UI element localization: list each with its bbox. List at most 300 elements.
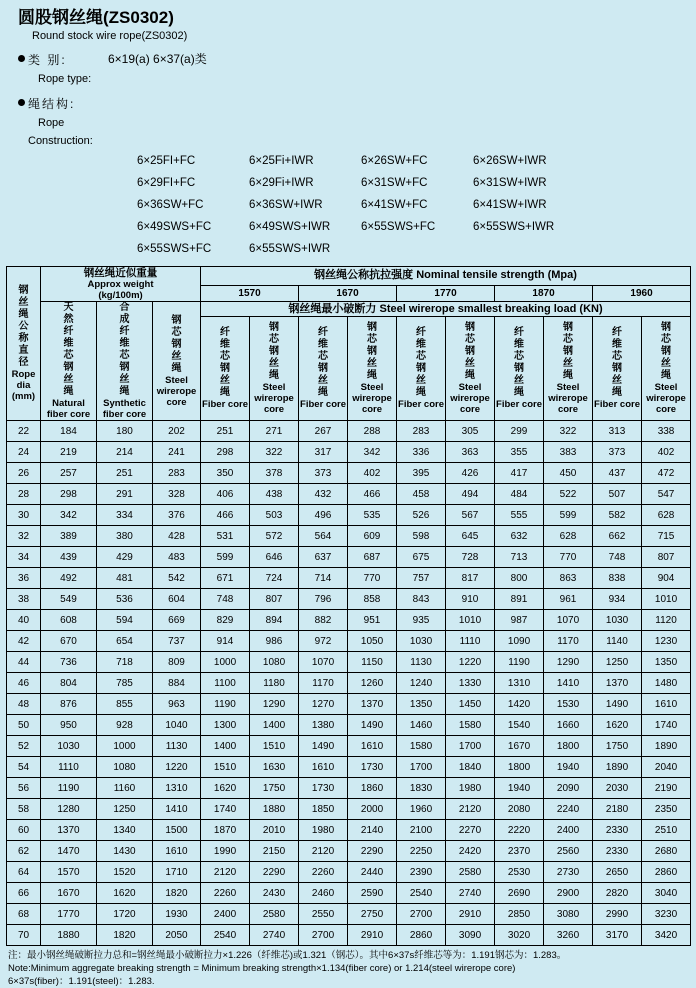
cell-dia: 70 [7, 925, 41, 946]
cell-load: 496 [299, 505, 348, 526]
cell-load: 1260 [348, 673, 397, 694]
footnote-line-3: 6×37s(fiber)：1.191(steel)：1.283. [8, 976, 155, 987]
cell-load: 1880 [250, 799, 299, 820]
cell-load: 1530 [544, 694, 593, 715]
subcol-fiber-core-cn: 纤维芯钢丝绳 [416, 327, 427, 399]
cell-load: 1800 [544, 736, 593, 757]
subcol-fiber-core-en: Fiber core [398, 399, 444, 411]
cell-load: 1940 [495, 778, 544, 799]
cell-weight-natural: 1880 [41, 925, 97, 946]
col-header-steel-wirerope-core [153, 302, 201, 421]
cell-load: 2850 [495, 904, 544, 925]
cell-weight-natural: 184 [41, 421, 97, 442]
cell-load: 2080 [495, 799, 544, 820]
cell-weight-natural: 736 [41, 652, 97, 673]
cell-load: 437 [593, 463, 642, 484]
rope-type-label-cn: 类 别: [28, 53, 67, 67]
cell-weight-steel: 483 [153, 547, 201, 568]
cell-load: 1510 [250, 736, 299, 757]
cell-load: 1310 [495, 673, 544, 694]
cell-load: 1620 [593, 715, 642, 736]
cell-dia: 50 [7, 715, 41, 736]
cell-weight-synthetic: 785 [97, 673, 153, 694]
cell-weight-steel: 1820 [153, 883, 201, 904]
cell-load: 1380 [299, 715, 348, 736]
cell-load: 2740 [250, 925, 299, 946]
cell-load: 2400 [201, 904, 250, 925]
cell-load: 1080 [250, 652, 299, 673]
cell-load: 1450 [446, 694, 495, 715]
cell-load: 1800 [495, 757, 544, 778]
cell-weight-synthetic: 1820 [97, 925, 153, 946]
col-header-rope-dia-en: Rope dia [11, 369, 36, 391]
cell-load: 714 [299, 568, 348, 589]
subcol-fiber-core-en: Fiber core [202, 399, 248, 411]
cell-load: 299 [495, 421, 544, 442]
cell-load: 914 [201, 631, 250, 652]
table-row [7, 463, 691, 484]
cell-dia: 64 [7, 862, 41, 883]
cell-load: 757 [397, 568, 446, 589]
cell-load: 350 [201, 463, 250, 484]
cell-load: 1090 [495, 631, 544, 652]
cell-load: 2910 [348, 925, 397, 946]
cell-load: 458 [397, 484, 446, 505]
cell-load: 1400 [201, 736, 250, 757]
cell-dia: 66 [7, 883, 41, 904]
cell-weight-synthetic: 1250 [97, 799, 153, 820]
cell-load: 646 [250, 547, 299, 568]
cell-load: 2190 [642, 778, 691, 799]
cell-load: 2260 [201, 883, 250, 904]
cell-load: 271 [250, 421, 299, 442]
cell-load: 1140 [593, 631, 642, 652]
cell-load: 526 [397, 505, 446, 526]
cell-load: 628 [642, 505, 691, 526]
cell-load: 1010 [642, 589, 691, 610]
footnote-line-2: Note:Minimum aggregate breaking strength = Minimum breaking strength×1.134(fiber core) or 1.214(steel wirerope core) [8, 963, 516, 974]
cell-load: 1300 [201, 715, 250, 736]
cell-load: 494 [446, 484, 495, 505]
subcol-steel-core-en: Steel wirerope core [352, 382, 392, 416]
cell-load: 1700 [397, 757, 446, 778]
construction-item: 6×31SW+FC [361, 177, 428, 189]
cell-load: 1220 [446, 652, 495, 673]
table-row [7, 904, 691, 925]
cell-load: 2260 [299, 862, 348, 883]
cell-load: 935 [397, 610, 446, 631]
cell-weight-synthetic: 536 [97, 589, 153, 610]
cell-load: 894 [250, 610, 299, 631]
cell-load: 1170 [544, 631, 593, 652]
subcol-steel-core-cn: 钢芯钢丝绳 [661, 322, 672, 382]
cell-weight-natural: 804 [41, 673, 97, 694]
cell-load: 1170 [299, 673, 348, 694]
cell-weight-steel: 1500 [153, 820, 201, 841]
cell-weight-natural: 1770 [41, 904, 97, 925]
col-header-natural-fiber-core-en: Natural fiber core [46, 398, 91, 420]
cell-load: 2550 [299, 904, 348, 925]
table-row [7, 736, 691, 757]
cell-load: 2540 [397, 883, 446, 904]
cell-weight-steel: 376 [153, 505, 201, 526]
cell-load: 1350 [642, 652, 691, 673]
cell-weight-steel: 1130 [153, 736, 201, 757]
table-row [7, 526, 691, 547]
cell-load: 662 [593, 526, 642, 547]
construction-item: 6×55SWS+IWR [473, 221, 555, 233]
cell-load: 2990 [593, 904, 642, 925]
cell-load: 466 [201, 505, 250, 526]
col-header-weight [41, 267, 201, 302]
cell-load: 1750 [250, 778, 299, 799]
cell-load: 503 [250, 505, 299, 526]
cell-load: 609 [348, 526, 397, 547]
cell-load: 2440 [348, 862, 397, 883]
construction-item: 6×49SWS+IWR [249, 221, 331, 233]
subcol-fiber-core-en: Fiber core [594, 399, 640, 411]
table-row [7, 505, 691, 526]
cell-load: 1330 [446, 673, 495, 694]
cell-load: 3020 [495, 925, 544, 946]
page-title-en: Round stock wire rope(ZS0302) [32, 30, 188, 42]
cell-load: 2430 [250, 883, 299, 904]
cell-load: 2040 [642, 757, 691, 778]
col-header-breaking-load [201, 302, 691, 317]
cell-weight-steel: 884 [153, 673, 201, 694]
subcol-fiber-core-cn: 纤维芯钢丝绳 [612, 327, 623, 399]
cell-weight-natural: 257 [41, 463, 97, 484]
cell-weight-synthetic: 429 [97, 547, 153, 568]
cell-load: 1070 [544, 610, 593, 631]
cell-weight-natural: 1370 [41, 820, 97, 841]
cell-weight-natural: 876 [41, 694, 97, 715]
subcol-fiber-core-cn: 纤维芯钢丝绳 [318, 327, 329, 399]
cell-load: 599 [544, 505, 593, 526]
cell-load: 2460 [299, 883, 348, 904]
cell-load: 986 [250, 631, 299, 652]
cell-weight-steel: 202 [153, 421, 201, 442]
cell-load: 1110 [446, 631, 495, 652]
cell-load: 402 [642, 442, 691, 463]
construction-item: 6×25Fi+IWR [249, 155, 314, 167]
rope-construction-grid [18, 155, 696, 256]
cell-load: 951 [348, 610, 397, 631]
subcol-steel-core [544, 317, 593, 421]
cell-load: 2390 [397, 862, 446, 883]
cell-weight-synthetic: 1000 [97, 736, 153, 757]
col-header-synthetic-fiber-core [97, 302, 153, 421]
cell-load: 1660 [544, 715, 593, 736]
cell-weight-steel: 1930 [153, 904, 201, 925]
cell-load: 770 [544, 547, 593, 568]
cell-weight-steel: 1710 [153, 862, 201, 883]
grade-1960: 1960 [593, 285, 691, 301]
cell-load: 2510 [642, 820, 691, 841]
cell-load: 438 [250, 484, 299, 505]
cell-load: 2120 [446, 799, 495, 820]
cell-weight-steel: 2050 [153, 925, 201, 946]
cell-load: 3230 [642, 904, 691, 925]
cell-dia: 22 [7, 421, 41, 442]
construction-item: 6×29FI+FC [137, 177, 196, 189]
cell-load: 507 [593, 484, 642, 505]
table-row [7, 715, 691, 736]
rope-type-label [28, 51, 108, 87]
table-row [7, 883, 691, 904]
cell-load: 843 [397, 589, 446, 610]
cell-load: 1400 [250, 715, 299, 736]
cell-weight-synthetic: 214 [97, 442, 153, 463]
cell-load: 891 [495, 589, 544, 610]
cell-weight-steel: 963 [153, 694, 201, 715]
cell-load: 2680 [642, 841, 691, 862]
cell-load: 1830 [397, 778, 446, 799]
cell-load: 675 [397, 547, 446, 568]
table-row [7, 547, 691, 568]
cell-load: 3040 [642, 883, 691, 904]
cell-load: 1030 [397, 631, 446, 652]
construction-item: 6×29Fi+IWR [249, 177, 314, 189]
table-row [7, 631, 691, 652]
col-header-breaking-load-text: 钢丝绳最小破断力 Steel wirerope smallest breaking load (KN) [288, 302, 603, 315]
cell-weight-natural: 1470 [41, 841, 97, 862]
subcol-steel-core-en: Steel wirerope core [646, 382, 686, 416]
construction-item: 6×49SWS+FC [137, 221, 212, 233]
cell-load: 2650 [593, 862, 642, 883]
cell-dia: 38 [7, 589, 41, 610]
cell-load: 2090 [544, 778, 593, 799]
cell-load: 972 [299, 631, 348, 652]
cell-load: 373 [593, 442, 642, 463]
cell-load: 1730 [299, 778, 348, 799]
document-header [0, 0, 696, 256]
cell-weight-natural: 389 [41, 526, 97, 547]
subcol-steel-core-en: Steel wirerope core [548, 382, 588, 416]
cell-load: 466 [348, 484, 397, 505]
subcol-steel-core [250, 317, 299, 421]
cell-load: 298 [201, 442, 250, 463]
cell-weight-synthetic: 481 [97, 568, 153, 589]
cell-load: 1420 [495, 694, 544, 715]
col-header-steel-wirerope-core-en: Steel wirerope core [156, 374, 197, 408]
bullet-icon [18, 99, 25, 106]
cell-load: 3260 [544, 925, 593, 946]
cell-dia: 40 [7, 610, 41, 631]
cell-load: 363 [446, 442, 495, 463]
cell-load: 2270 [446, 820, 495, 841]
cell-load: 317 [299, 442, 348, 463]
cell-load: 2150 [250, 841, 299, 862]
grade-1670: 1670 [299, 285, 397, 301]
cell-load: 2400 [544, 820, 593, 841]
rope-type-row [18, 51, 696, 87]
cell-load: 728 [446, 547, 495, 568]
cell-load: 715 [642, 526, 691, 547]
cell-weight-natural: 950 [41, 715, 97, 736]
cell-load: 484 [495, 484, 544, 505]
cell-load: 1130 [397, 652, 446, 673]
cell-weight-natural: 492 [41, 568, 97, 589]
cell-load: 1610 [642, 694, 691, 715]
cell-weight-steel: 737 [153, 631, 201, 652]
cell-load: 406 [201, 484, 250, 505]
cell-load: 1180 [250, 673, 299, 694]
cell-load: 531 [201, 526, 250, 547]
cell-load: 1270 [299, 694, 348, 715]
cell-load: 1620 [201, 778, 250, 799]
cell-weight-synthetic: 1720 [97, 904, 153, 925]
cell-load: 1120 [642, 610, 691, 631]
cell-weight-steel: 542 [153, 568, 201, 589]
subcol-steel-core [642, 317, 691, 421]
cell-load: 2370 [495, 841, 544, 862]
col-header-steel-wirerope-core-cn: 钢芯钢丝绳 [171, 314, 182, 374]
cell-load: 1580 [446, 715, 495, 736]
table-row [7, 694, 691, 715]
cell-load: 1050 [348, 631, 397, 652]
cell-weight-synthetic: 1340 [97, 820, 153, 841]
col-header-synthetic-fiber-core-cn: 合成纤维芯钢丝绳 [119, 302, 130, 397]
cell-load: 432 [299, 484, 348, 505]
cell-load: 1250 [593, 652, 642, 673]
cell-load: 1490 [593, 694, 642, 715]
cell-weight-synthetic: 718 [97, 652, 153, 673]
col-header-weight-cn: 钢丝绳近似重量 [83, 267, 158, 279]
cell-weight-synthetic: 251 [97, 463, 153, 484]
cell-load: 748 [201, 589, 250, 610]
table-row [7, 589, 691, 610]
cell-load: 402 [348, 463, 397, 484]
cell-load: 383 [544, 442, 593, 463]
cell-load: 450 [544, 463, 593, 484]
cell-weight-synthetic: 1520 [97, 862, 153, 883]
cell-load: 1230 [642, 631, 691, 652]
cell-load: 637 [299, 547, 348, 568]
cell-weight-natural: 608 [41, 610, 97, 631]
cell-dia: 54 [7, 757, 41, 778]
cell-load: 2140 [348, 820, 397, 841]
cell-weight-natural: 549 [41, 589, 97, 610]
cell-weight-natural: 219 [41, 442, 97, 463]
cell-weight-synthetic: 1620 [97, 883, 153, 904]
subcol-steel-core-cn: 钢芯钢丝绳 [367, 322, 378, 382]
table-row [7, 484, 691, 505]
grade-1870: 1870 [495, 285, 593, 301]
cell-load: 1370 [593, 673, 642, 694]
cell-load: 251 [201, 421, 250, 442]
cell-load: 342 [348, 442, 397, 463]
cell-weight-synthetic: 180 [97, 421, 153, 442]
cell-load: 1480 [642, 673, 691, 694]
cell-load: 2220 [495, 820, 544, 841]
construction-item: 6×55SWS+IWR [249, 243, 331, 255]
footnotes [8, 950, 688, 988]
subcol-fiber-core [593, 317, 642, 421]
cell-load: 807 [642, 547, 691, 568]
col-header-natural-fiber-core [41, 302, 97, 421]
cell-weight-synthetic: 334 [97, 505, 153, 526]
cell-load: 267 [299, 421, 348, 442]
cell-weight-synthetic: 1430 [97, 841, 153, 862]
cell-load: 1700 [446, 736, 495, 757]
cell-load: 2580 [250, 904, 299, 925]
cell-load: 1860 [348, 778, 397, 799]
cell-load: 2580 [446, 862, 495, 883]
construction-item: 6×41SW+FC [361, 199, 428, 211]
cell-load: 336 [397, 442, 446, 463]
cell-load: 645 [446, 526, 495, 547]
cell-load: 1850 [299, 799, 348, 820]
cell-weight-natural: 298 [41, 484, 97, 505]
cell-weight-steel: 1610 [153, 841, 201, 862]
cell-load: 1150 [348, 652, 397, 673]
cell-dia: 58 [7, 799, 41, 820]
cell-load: 2910 [446, 904, 495, 925]
cell-load: 2120 [299, 841, 348, 862]
cell-dia: 44 [7, 652, 41, 673]
cell-load: 2690 [495, 883, 544, 904]
cell-load: 1540 [495, 715, 544, 736]
cell-load: 1030 [593, 610, 642, 631]
cell-load: 2530 [495, 862, 544, 883]
cell-load: 322 [250, 442, 299, 463]
cell-load: 547 [642, 484, 691, 505]
cell-load: 417 [495, 463, 544, 484]
cell-weight-synthetic: 594 [97, 610, 153, 631]
subcol-fiber-core-cn: 纤维芯钢丝绳 [514, 327, 525, 399]
col-header-rope-dia-cn: 钢丝绳公称直径 [18, 285, 29, 368]
cell-load: 535 [348, 505, 397, 526]
col-header-weight-unit: (kg/100m) [98, 290, 143, 301]
cell-weight-synthetic: 291 [97, 484, 153, 505]
cell-load: 1960 [397, 799, 446, 820]
cell-load: 1010 [446, 610, 495, 631]
cell-load: 2700 [397, 904, 446, 925]
table-row [7, 673, 691, 694]
cell-load: 582 [593, 505, 642, 526]
cell-load: 2860 [397, 925, 446, 946]
cell-load: 829 [201, 610, 250, 631]
cell-load: 322 [544, 421, 593, 442]
cell-weight-synthetic: 380 [97, 526, 153, 547]
cell-dia: 52 [7, 736, 41, 757]
cell-load: 1610 [299, 757, 348, 778]
cell-dia: 26 [7, 463, 41, 484]
cell-load: 2350 [642, 799, 691, 820]
cell-load: 1670 [495, 736, 544, 757]
col-header-rope-dia-unit: (mm) [11, 391, 36, 402]
cell-load: 305 [446, 421, 495, 442]
cell-load: 1870 [201, 820, 250, 841]
cell-load: 817 [446, 568, 495, 589]
subcol-fiber-core [397, 317, 446, 421]
cell-dia: 42 [7, 631, 41, 652]
table-row [7, 799, 691, 820]
col-header-rope-dia [7, 267, 41, 421]
cell-load: 1350 [397, 694, 446, 715]
construction-item: 6×26SW+FC [361, 155, 428, 167]
cell-load: 2100 [397, 820, 446, 841]
table-row [7, 820, 691, 841]
cell-load: 2420 [446, 841, 495, 862]
col-header-natural-fiber-core-cn: 天然纤维芯钢丝绳 [63, 302, 74, 397]
cell-weight-synthetic: 1080 [97, 757, 153, 778]
cell-load: 2240 [544, 799, 593, 820]
subcol-steel-core-en: Steel wirerope core [254, 382, 294, 416]
table-body [7, 421, 691, 946]
cell-load: 313 [593, 421, 642, 442]
